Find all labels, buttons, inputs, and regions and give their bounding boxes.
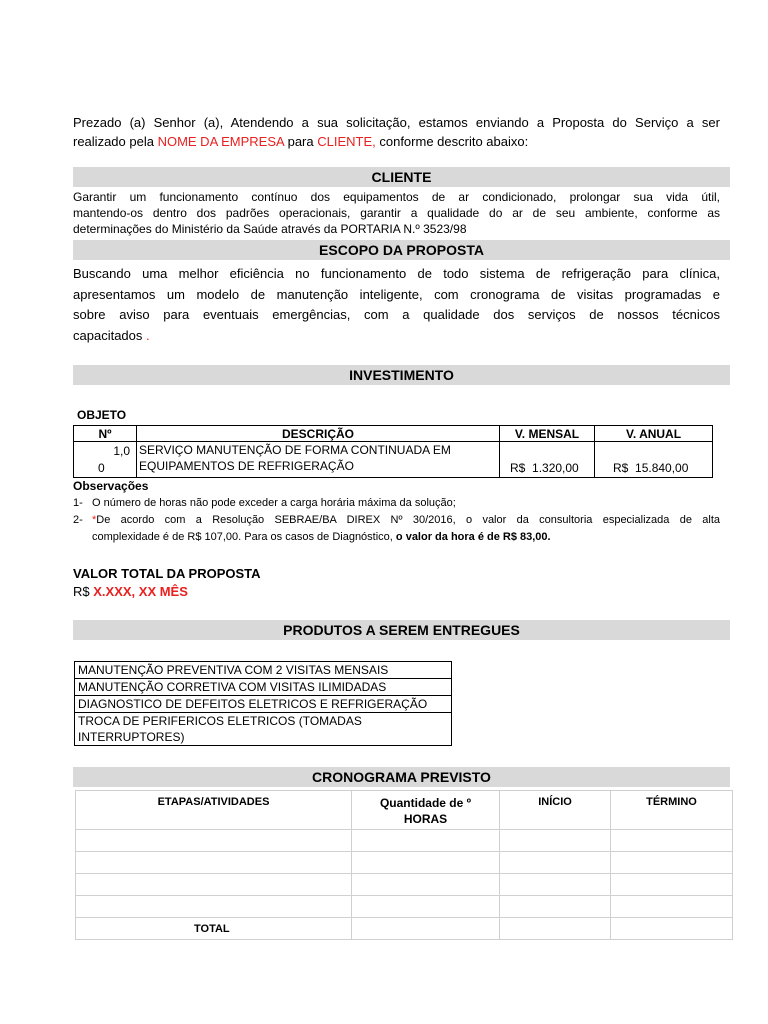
- table-row: [76, 874, 733, 896]
- valor-total-label: VALOR TOTAL DA PROPOSTA: [73, 566, 261, 581]
- cell[interactable]: [611, 918, 733, 940]
- valor-total-value: R$ X.XXX, XX MÊS: [73, 584, 188, 599]
- cell[interactable]: [76, 896, 352, 918]
- table-row: [76, 852, 733, 874]
- obs-item-1-num: 1-: [73, 497, 83, 509]
- col-anual-header: V. ANUAL: [595, 426, 713, 442]
- cell[interactable]: [611, 830, 733, 852]
- cronograma-table: [75, 790, 733, 940]
- cell-anual: R$ 15.840,00: [595, 442, 713, 478]
- cell[interactable]: [352, 896, 500, 918]
- col-termino-header: TÉRMINO: [611, 791, 733, 830]
- col-descricao-header: DESCRIÇÃO: [137, 426, 500, 442]
- intro-line-1: Prezado (a) Senhor (a), Atendendo a sua solicitação, estamos enviando a Proposta do Serviço a ser: [73, 115, 720, 130]
- cell[interactable]: [76, 830, 352, 852]
- total-row: [76, 918, 733, 940]
- cell[interactable]: [611, 896, 733, 918]
- table-row: [76, 830, 733, 852]
- intro-line-2: realizado pela NOME DA EMPRESA para CLIENTE, conforme descrito abaixo:: [73, 134, 529, 149]
- cell[interactable]: [500, 852, 611, 874]
- cell[interactable]: [611, 852, 733, 874]
- table-row: [76, 896, 733, 918]
- investment-header-row: [74, 426, 713, 442]
- observacoes-title: Observações: [73, 479, 149, 493]
- produto-item: DIAGNOSTICO DE DEFEITOS ELETRICOS E REFRIGERAÇÃO: [75, 696, 452, 713]
- col-num-header: Nº: [74, 426, 137, 442]
- cell[interactable]: [500, 918, 611, 940]
- cell-num: 1,0 0: [74, 442, 137, 478]
- cell[interactable]: [611, 874, 733, 896]
- col-mensal-header: V. MENSAL: [500, 426, 595, 442]
- investment-row: [74, 442, 713, 478]
- produtos-table: [74, 661, 452, 746]
- cell[interactable]: [500, 896, 611, 918]
- produto-item: MANUTENÇÃO CORRETIVA COM VISITAS ILIMIDADAS: [75, 679, 452, 696]
- cronograma-header-row: [76, 791, 733, 830]
- cell-descricao: SERVIÇO MANUTENÇÃO DE FORMA CONTINUADA EM EQUIPAMENTOS DE REFRIGERAÇÃO: [137, 442, 500, 478]
- escopo-text: Buscando uma melhor eficiência no funcionamento de todo sistema de refrigeração para clínica, apresentamos um modelo de manutenção inteligente, com cronograma de visitas programadas e sobre aviso para eventuais emergências, com a qualidade dos serviços de nossos técnicos capacitados .: [73, 266, 720, 343]
- cell-mensal: R$ 1.320,00: [500, 442, 595, 478]
- col-horas-header: Quantidade de º HORAS: [352, 791, 500, 830]
- investment-table: [73, 425, 713, 478]
- cliente-heading: CLIENTE: [73, 167, 730, 187]
- obs-item-1-text: O número de horas não pode exceder a carga horária máxima da solução;: [92, 497, 456, 509]
- obs-item-2-line-2: complexidade é de R$ 107,00. Para os casos de Diagnóstico, o valor da hora é de R$ 83,00.: [92, 531, 551, 543]
- cell[interactable]: [76, 874, 352, 896]
- produto-item: MANUTENÇÃO PREVENTIVA COM 2 VISITAS MENSAIS: [75, 662, 452, 679]
- cell[interactable]: [352, 852, 500, 874]
- cell[interactable]: [500, 830, 611, 852]
- obs-item-2-line-1: *De acordo com a Resolução SEBRAE/BA DIREX Nº 30/2016, o valor da consultoria especializada de alta: [92, 514, 720, 526]
- cell[interactable]: [352, 874, 500, 896]
- cell[interactable]: [76, 852, 352, 874]
- cell[interactable]: [352, 918, 500, 940]
- cell[interactable]: [500, 874, 611, 896]
- company-name: NOME DA EMPRESA: [157, 134, 284, 149]
- escopo-heading: ESCOPO DA PROPOSTA: [73, 240, 730, 260]
- client-name: CLIENTE,: [317, 134, 376, 149]
- cell[interactable]: [352, 830, 500, 852]
- produto-item: TROCA DE PERIFERICOS ELETRICOS (TOMADAS INTERRUPTORES): [75, 713, 452, 746]
- investimento-heading: INVESTIMENTO: [73, 365, 730, 385]
- col-inicio-header: INÍCIO: [500, 791, 611, 830]
- col-etapas-header: ETAPAS/ATIVIDADES: [76, 791, 352, 830]
- objeto-label: OBJETO: [77, 408, 127, 422]
- obs-item-2-num: 2-: [73, 514, 83, 526]
- total-label: TOTAL: [76, 918, 352, 940]
- cronograma-heading: CRONOGRAMA PREVISTO: [73, 767, 730, 787]
- cliente-text: Garantir um funcionamento contínuo dos equipamentos de ar condicionado, prolongar sua vida útil, mantendo-os dentro dos padrões operacionais, garantir a qualidade do ar de seu ambiente, conforme as determinações do Ministério da Saúde através da PORTARIA N.º 3523/98: [73, 190, 720, 236]
- produtos-heading: PRODUTOS A SEREM ENTREGUES: [73, 620, 730, 640]
